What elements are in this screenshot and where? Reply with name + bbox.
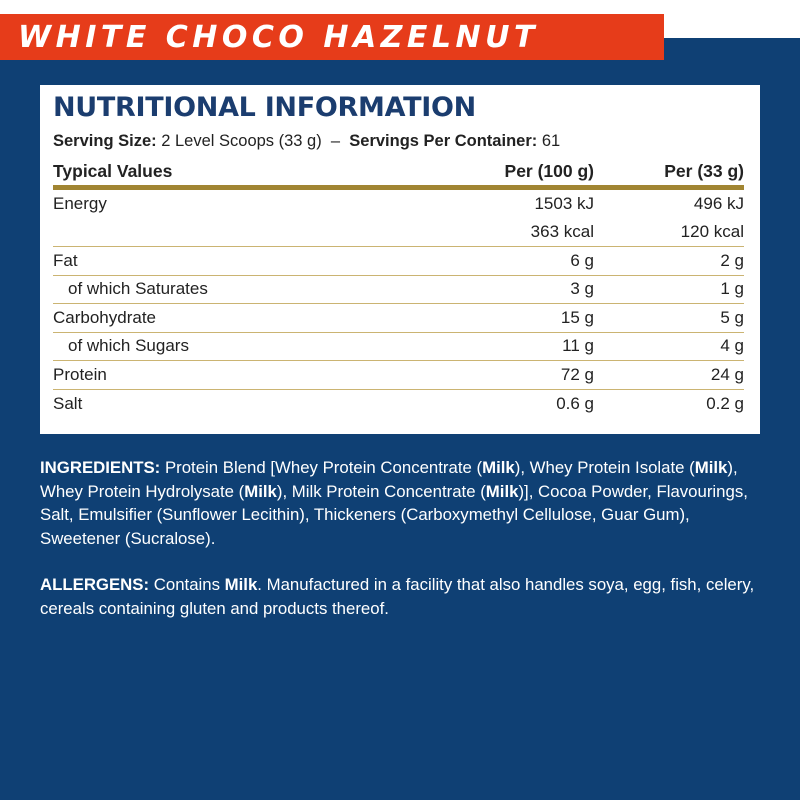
row-per-100g: 1503 kJ	[534, 194, 594, 214]
row-label: Salt	[53, 393, 83, 413]
row-label: of which Sugars	[68, 336, 189, 356]
ingredients-part: )], Cocoa Powder, Flavourings, Salt, Emulsifier (Sunflower Lecithin), Thickeners (Carboxymethyl Cellulose, Guar Gum), Sweetener (Sucralose).	[40, 481, 748, 548]
row-label: Carbohydrate	[53, 307, 157, 327]
table-row-saturates	[53, 276, 744, 305]
table-row-carbohydrate	[53, 304, 744, 333]
row-per-100g: 11 g	[562, 336, 594, 356]
row-per-33g: 4 g	[720, 336, 744, 356]
row-per-33g: 24 g	[710, 364, 744, 384]
row-per-33g: 2 g	[720, 250, 744, 270]
serving-separator: –	[330, 132, 341, 150]
allergens-text	[40, 573, 764, 620]
row-label: Energy	[53, 194, 107, 214]
servings-label: Servings Per Container:	[349, 132, 538, 150]
serving-size-value: 2 Level Scoops (33 g)	[161, 132, 322, 150]
allergen-highlight: Milk	[224, 575, 258, 594]
nutrition-panel	[40, 85, 760, 434]
table-row-energy-kcal	[53, 219, 744, 248]
allergen-highlight: Milk	[244, 481, 277, 501]
ingredients-part: Protein Blend [Whey Protein Concentrate (	[160, 458, 483, 477]
row-label: of which Saturates	[68, 279, 208, 299]
row-per-100g: 15 g	[560, 307, 594, 327]
row-per-33g: 1 g	[720, 279, 744, 299]
table-row-sugars	[53, 333, 744, 362]
ingredients-text	[40, 456, 764, 550]
allergen-highlight: Milk	[485, 481, 519, 501]
row-per-33g: 0.2 g	[706, 393, 744, 413]
header-per-33g: Per (33 g)	[664, 161, 744, 181]
allergens-label: ALLERGENS:	[40, 575, 150, 594]
flavour-title: WHITE CHOCO HAZELNUT	[18, 19, 539, 55]
row-per-100g: 3 g	[570, 279, 594, 299]
header-typical-values: Typical Values	[53, 161, 173, 181]
row-label: Fat	[53, 250, 78, 270]
row-per-100g: 6 g	[570, 250, 594, 270]
ingredients-part: ), Milk Protein Concentrate (	[276, 481, 486, 501]
row-per-33g: 496 kJ	[693, 194, 744, 214]
flavour-banner	[0, 14, 664, 60]
allergen-highlight: Milk	[482, 458, 515, 477]
row-label: Protein	[53, 364, 107, 384]
row-per-100g: 0.6 g	[556, 393, 594, 413]
allergens-part: Contains	[149, 575, 225, 594]
row-per-33g: 5 g	[720, 307, 744, 327]
table-row-fat	[53, 247, 744, 276]
row-per-33g: 120 kcal	[680, 222, 744, 242]
table-row-energy-kj	[53, 190, 744, 219]
row-per-100g: 72 g	[560, 364, 594, 384]
nutrition-title: NUTRITIONAL INFORMATION	[53, 92, 476, 123]
serving-line	[53, 129, 744, 153]
header-per-100g: Per (100 g)	[504, 161, 594, 181]
table-row-salt	[53, 390, 744, 419]
serving-size-label: Serving Size:	[53, 132, 157, 150]
allergens-part: . Manufactured in a facility that also handles soya, egg, fish, celery, cereals containing gluten and products thereof.	[40, 575, 755, 618]
row-per-100g: 363 kcal	[530, 222, 594, 242]
ingredients-label: INGREDIENTS:	[40, 458, 161, 477]
ingredients-part: ), Whey Protein Hydrolysate (	[40, 458, 738, 501]
table-header	[53, 159, 744, 184]
table-row-protein	[53, 361, 744, 390]
servings-value: 61	[541, 132, 561, 150]
allergen-highlight: Milk	[694, 458, 728, 477]
ingredients-part: ), Whey Protein Isolate (	[514, 458, 695, 477]
